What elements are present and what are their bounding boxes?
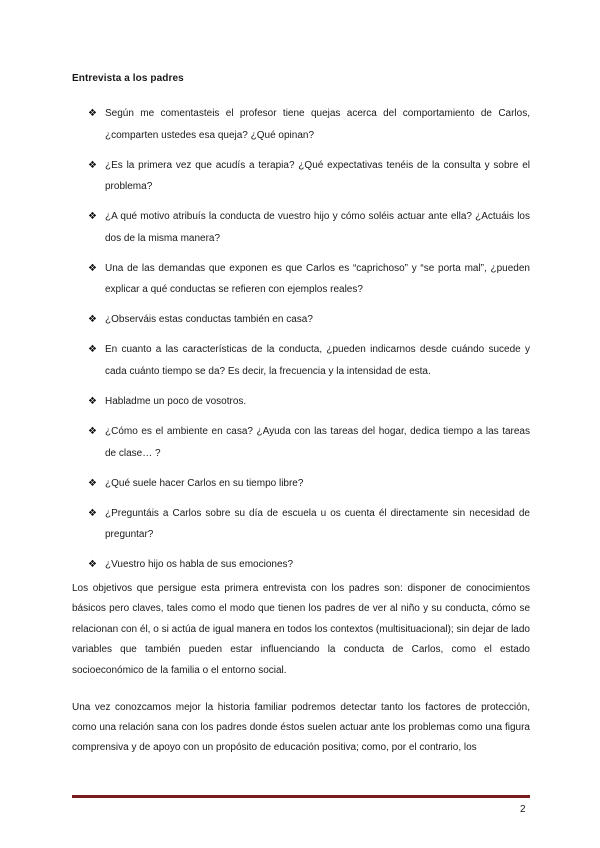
diamond-bullet-icon: ❖ bbox=[88, 314, 97, 326]
question-item bbox=[88, 206, 530, 249]
diamond-bullet-icon: ❖ bbox=[88, 477, 97, 489]
question-text: ¿Cómo es el ambiente en casa? ¿Ayuda con las tareas del hogar, dedica tiempo a las tareas de clase… ? bbox=[105, 426, 530, 459]
question-item bbox=[88, 339, 530, 382]
question-text: ¿Preguntáis a Carlos sobre su día de escuela u os cuenta él directamente sin necesidad de preguntar? bbox=[105, 507, 530, 541]
footer-rule bbox=[72, 795, 530, 798]
diamond-bullet-icon: ❖ bbox=[88, 426, 97, 438]
question-item bbox=[88, 503, 530, 546]
question-item bbox=[88, 554, 530, 576]
question-item bbox=[88, 103, 530, 146]
diamond-bullet-icon: ❖ bbox=[88, 159, 97, 171]
diamond-bullet-icon: ❖ bbox=[88, 344, 97, 356]
body-text bbox=[72, 579, 530, 775]
question-text: ¿Es la primera vez que acudís a terapia? ¿Qué expectativas tenéis de la consulta y sobre el problema? bbox=[105, 159, 530, 193]
page-number: 2 bbox=[520, 804, 526, 815]
question-item bbox=[88, 421, 530, 464]
section-heading: Entrevista a los padres bbox=[72, 73, 184, 84]
question-text: Una de las demandas que exponen es que Carlos es “caprichoso” y “se porta mal”, ¿pueden explicar a qué conductas se refieren con ejemplos reales? bbox=[105, 262, 530, 296]
diamond-bullet-icon: ❖ bbox=[88, 396, 97, 408]
question-text: Según me comentasteis el profesor tiene quejas acerca del comportamiento de Carlos, ¿comparten ustedes esa queja? ¿Qué opinan? bbox=[105, 108, 530, 141]
diamond-bullet-icon: ❖ bbox=[88, 559, 97, 571]
interview-question-list bbox=[88, 103, 530, 585]
question-item bbox=[88, 155, 530, 198]
question-text: ¿Observáis estas conductas también en casa? bbox=[105, 314, 313, 326]
question-item bbox=[88, 258, 530, 301]
family-history-paragraph: Una vez conozcamos mejor la historia familiar podremos detectar tanto los factores de protección, como una relación sana con los padres donde éstos suelen actuar ante los problemas como una figura comprensiva y de apoyo con un propósito de educación positiva; como, por el contrario, los bbox=[72, 701, 530, 754]
question-text: ¿Vuestro hijo os habla de sus emociones? bbox=[105, 559, 294, 571]
diamond-bullet-icon: ❖ bbox=[88, 262, 97, 274]
diamond-bullet-icon: ❖ bbox=[88, 211, 97, 223]
question-text: Habladme un poco de vosotros. bbox=[105, 396, 247, 408]
diamond-bullet-icon: ❖ bbox=[88, 507, 97, 519]
objectives-paragraph: Los objetivos que persigue esta primera entrevista con los padres son: disponer de conocimientos básicos pero claves, tales como el modo que tienen los padres de ver al niño y su conducta, cómo se relacionan con él, o si actúa de igual manera en todos los contextos (multisituacional); sin dejar de lado variables que también pueden estar influenciando la conducta de Carlos, como el estado socioeconómico de la familia o el entorno social. bbox=[72, 583, 530, 676]
question-text: ¿A qué motivo atribuís la conducta de vuestro hijo y cómo soléis actuar ante ella? ¿Actuáis los dos de la misma manera? bbox=[105, 211, 530, 244]
question-item bbox=[88, 391, 530, 413]
diamond-bullet-icon: ❖ bbox=[88, 108, 97, 119]
question-item bbox=[88, 309, 530, 331]
question-text: En cuanto a las características de la conducta, ¿pueden indicarnos desde cuándo sucede y cada cuánto tiempo se da? Es decir, la frecuencia y la intensidad de esta. bbox=[105, 344, 530, 377]
question-item bbox=[88, 473, 530, 495]
question-text: ¿Qué suele hacer Carlos en su tiempo libre? bbox=[105, 477, 304, 489]
